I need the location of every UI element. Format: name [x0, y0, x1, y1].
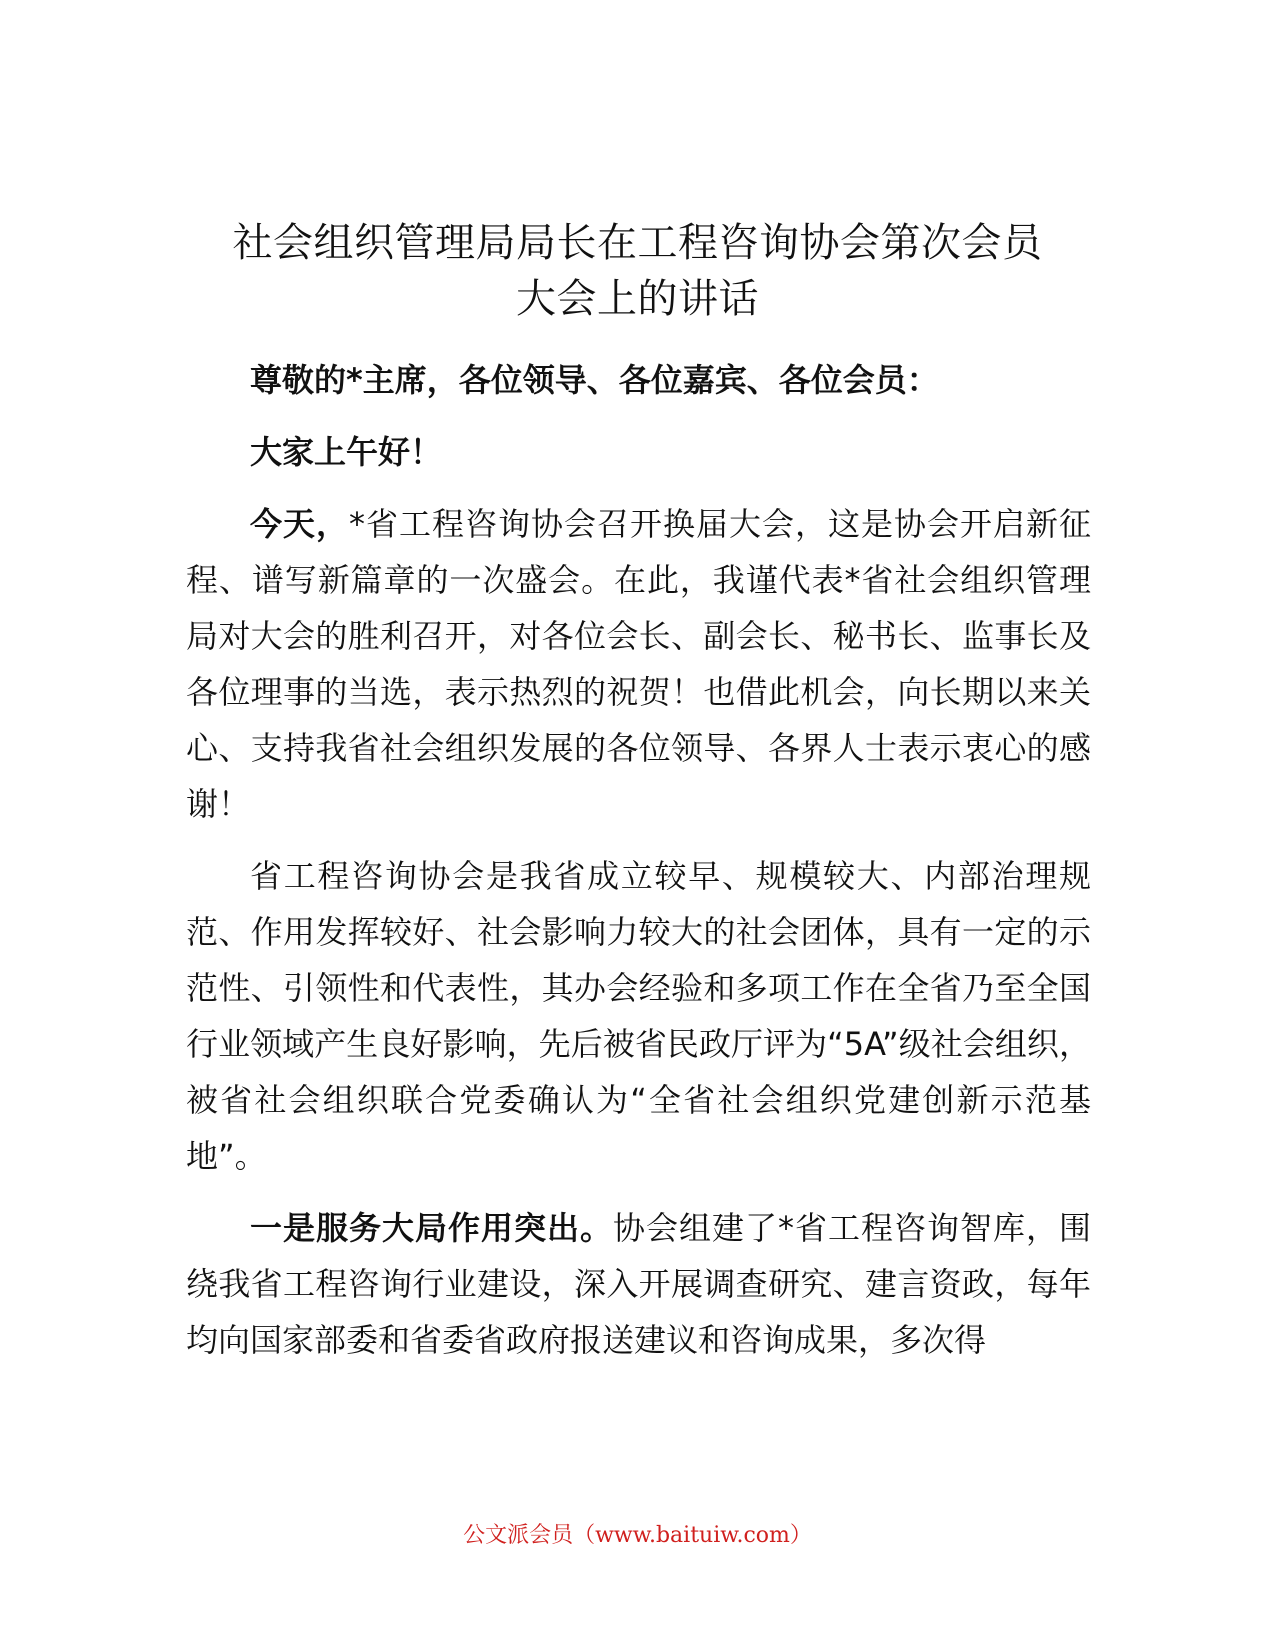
paragraph-point-one: [186, 1200, 1091, 1368]
title-line-1: 社会组织管理局局长在工程咨询协会第次会员: [232, 220, 1043, 266]
point-one-heading: 一是服务大局作用突出。: [250, 1209, 613, 1247]
salutation: 尊敬的*主席，各位领导、各位嘉宾、各位会员：: [250, 361, 939, 399]
paragraph-opening-lead: 今天，: [250, 505, 349, 543]
paragraph-opening-text: *省工程咨询协会召开换届大会，这是协会开启新征程、谱写新篇章的一次盛会。在此，我谨代表*省社会组织管理局对大会的胜利召开，对各位会长、副会长、秘书长、监事长及各位理事的当选，表示热烈的祝贺！也借此机会，向长期以来关心、支持我省社会组织发展的各位领导、各界人士表示衷心的感谢！: [186, 505, 1091, 823]
page-title: [160, 215, 1115, 327]
title-line-2: 大会上的讲话: [516, 276, 759, 322]
paragraph-opening: [186, 496, 1091, 832]
paragraph-association-intro: 省工程咨询协会是我省成立较早、规模较大、内部治理规范、作用发挥较好、社会影响力较大的社会团体，具有一定的示范性、引领性和代表性，其办会经验和多项工作在全省乃至全国行业领域产生良好影响，先后被省民政厅评为“5A”级社会组织，被省社会组织联合党委确认为“全省社会组织党建创新示范基地”。: [186, 857, 1091, 1175]
footer-watermark: 公文派会员（www.baituiw.com）: [463, 1523, 812, 1548]
greeting: 大家上午好！: [250, 433, 443, 471]
point-one-text: 协会组建了*省工程咨询智库，围绕我省工程咨询行业建设，深入开展调查研究、建言资政，每年均向国家部委和省委省政府报送建议和咨询成果，多次得: [186, 1209, 1091, 1359]
document-body: [186, 352, 1091, 1384]
